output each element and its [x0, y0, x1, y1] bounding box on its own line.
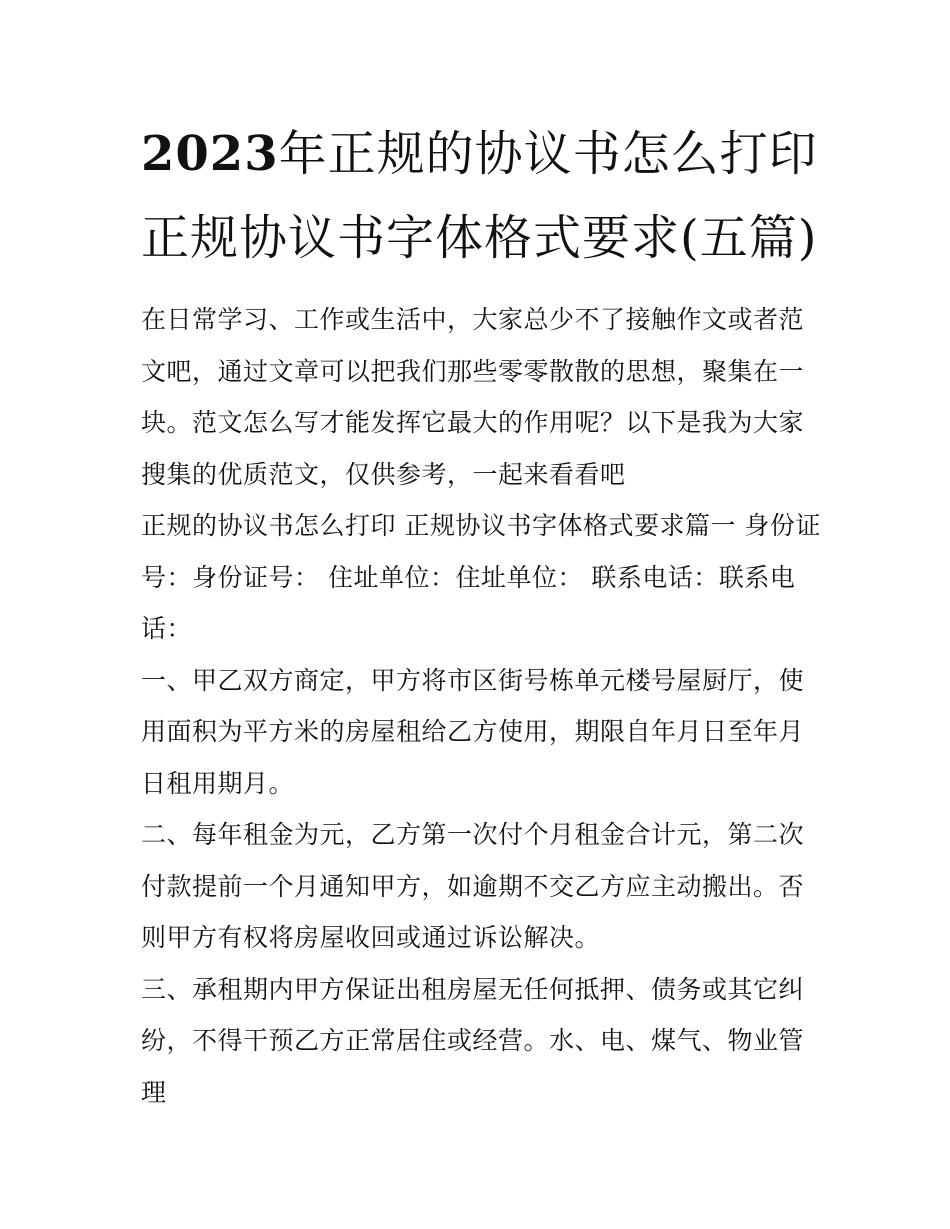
intro-paragraph: 在日常学习、工作或生活中，大家总少不了接触作文或者范文吧，通过文章可以把我们那些零零散散的思想，聚集在一块。范文怎么写才能发挥它最大的作用呢？以下是我为大家搜集的优质范文，仅供参考，一起来看看吧	[141, 305, 805, 489]
clause-1-paragraph: 一、甲乙双方商定，甲方将市区街号栋单元楼号屋厨厅，使用面积为平方米的房屋租给乙方使用，期限自年月日至年月日租用期月。	[141, 665, 805, 798]
title-year: 2023	[141, 126, 279, 182]
clause-3-paragraph: 三、承租期内甲方保证出租房屋无任何抵押、债务或其它纠纷，不得干预乙方正常居住或经营。水、电、煤气、物业管理	[141, 974, 805, 1107]
document-title	[141, 112, 821, 280]
party-info-paragraph: 正规的协议书怎么打印 正规协议书字体格式要求篇一 身份证号：身份证号： 住址单位：住址单位： 联系电话：联系电话：	[141, 511, 821, 643]
clause-2-paragraph: 二、每年租金为元，乙方第一次付个月租金合计元，第二次付款提前一个月通知甲方，如逾期不交乙方应主动搬出。否则甲方有权将房屋收回或通过诉讼解决。	[141, 820, 805, 952]
document-page	[141, 112, 821, 1118]
title-text: 年正规的协议书怎么打印正规协议书字体格式要求(五篇)	[141, 126, 818, 266]
